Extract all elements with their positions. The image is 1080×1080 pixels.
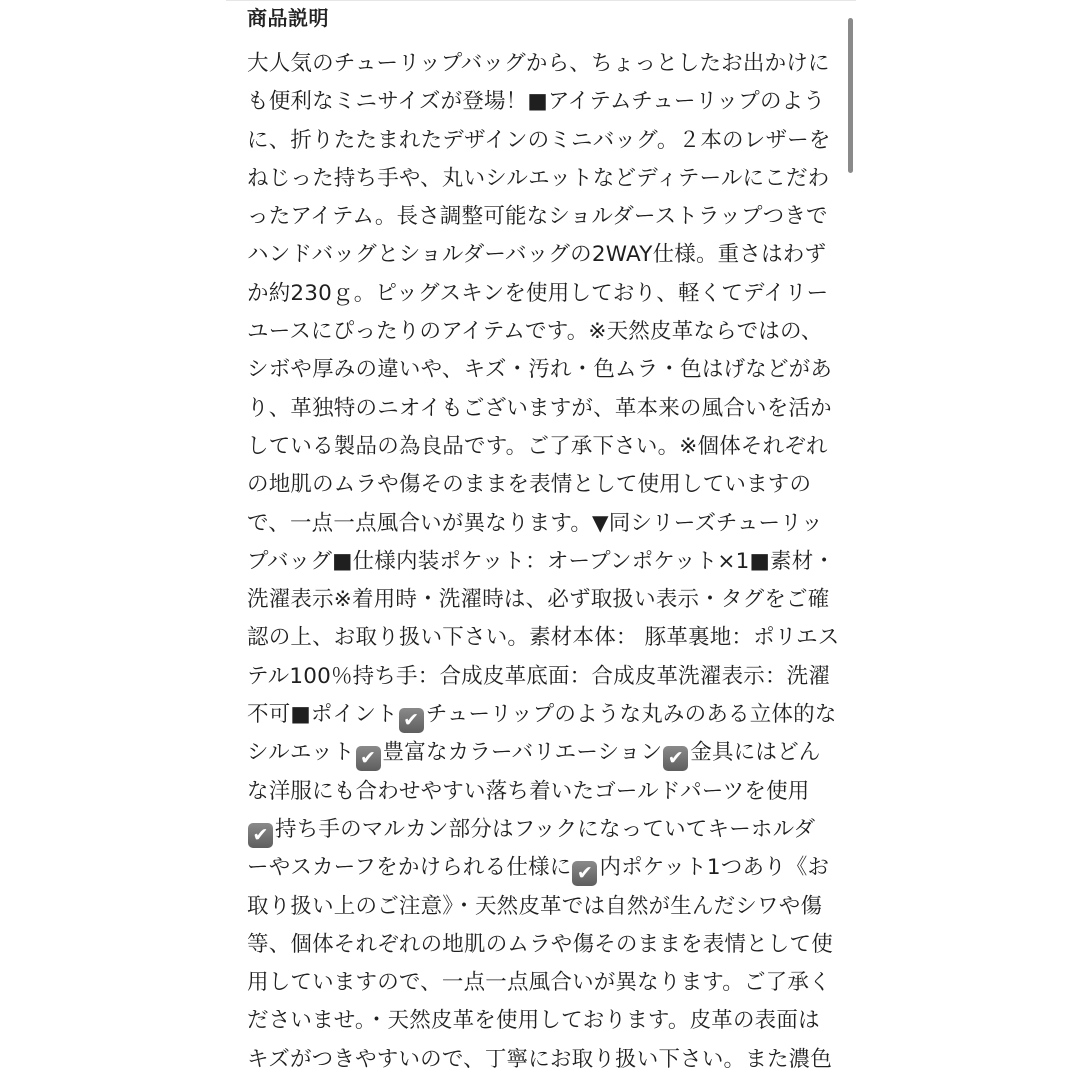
description-text: り、革独特のニオイもございますが、革本来の風合いを活か	[247, 395, 832, 421]
description-text: ーやスカーフをかけられる仕様に	[247, 855, 572, 881]
description-text: 持ち手のマルカン部分はフックになっていてキーホルダ	[275, 816, 816, 842]
description-line	[247, 543, 837, 581]
description-text: な洋服にも合わせやすい落ち着いたゴールドパーツを使用	[247, 778, 810, 804]
description-line	[247, 619, 840, 657]
description-text: ねじった持ち手や、丸いシルエットなどディテールにこだわ	[247, 165, 830, 191]
product-description-text	[247, 45, 840, 1079]
description-text: 取り扱い上のご注意》・天然皮革では自然が生んだシワや傷	[247, 893, 823, 919]
description-text: で、一点一点風合いが異なります。▼同シリーズチューリッ	[247, 510, 823, 536]
description-line	[247, 773, 837, 811]
description-line	[247, 236, 837, 274]
check-box-icon: ✔	[399, 708, 424, 733]
description-line	[247, 888, 837, 926]
description-text: 用していますので、一点一点風合いが異なります。ご了承く	[247, 970, 831, 996]
description-line	[247, 390, 837, 428]
description-text: ださいませ。・天然皮革を使用しております。皮革の表面は	[247, 1008, 820, 1034]
description-text: 金具にはどん	[690, 740, 821, 766]
check-box-icon: ✔	[356, 746, 381, 771]
description-text: している製品の為良品です。ご了承下さい。※個体それぞれ	[247, 433, 828, 459]
description-text: の地肌のムラや傷そのままを表情として使用していますの	[247, 472, 812, 498]
description-line	[247, 849, 837, 887]
description-text: に、折りたたまれたデザインのミニバッグ。２本のレザーを	[247, 127, 831, 153]
description-line	[247, 198, 837, 236]
description-text: チューリップのような丸みのある立体的な	[425, 702, 837, 728]
check-box-icon: ✔	[572, 861, 597, 886]
description-line	[247, 811, 837, 849]
description-line	[247, 83, 837, 121]
description-line	[247, 428, 837, 466]
description-line	[247, 696, 837, 734]
description-line	[247, 658, 837, 696]
description-line	[247, 734, 837, 772]
description-line	[247, 313, 837, 351]
description-line	[247, 505, 837, 543]
description-text: 内ポケット1つあり《お	[599, 855, 830, 881]
description-line	[247, 160, 837, 198]
description-line	[247, 122, 837, 160]
description-line	[247, 581, 837, 619]
description-line	[247, 926, 837, 964]
description-line	[247, 1002, 837, 1040]
description-text: シルエット	[247, 740, 355, 766]
description-text: ったアイテム。長さ調整可能なショルダーストラップつきで	[247, 204, 828, 230]
description-text: も便利なミニサイズが登場！■アイテムチューリップのよう	[247, 89, 826, 115]
description-text: 豊富なカラーバリエーション	[382, 740, 663, 766]
description-text: テル100％持ち手：合成皮革底面：合成皮革洗濯表示：洗濯	[247, 663, 831, 689]
description-text: シボや厚みの違いや、キズ・汚れ・色ムラ・色はげなどがあ	[247, 357, 833, 383]
description-text: プバッグ■仕様内装ポケット：オープンポケット×1■素材・	[247, 548, 836, 574]
description-text: 洗濯表示※着用時・洗濯時は、必ず取扱い表示・タグをご確	[247, 587, 830, 613]
panel-top-divider	[226, 0, 856, 1]
description-line	[247, 351, 837, 389]
check-box-icon: ✔	[663, 746, 688, 771]
description-text: か約230ｇ。ピッグスキンを使用しており、軽くてデイリー	[247, 280, 829, 306]
description-line	[247, 1041, 837, 1079]
description-text: ユースにぴったりのアイテムです。※天然皮革ならではの、	[247, 319, 823, 345]
description-line	[247, 275, 837, 313]
scrollbar-thumb[interactable]	[848, 18, 853, 173]
description-line	[247, 964, 837, 1002]
description-line	[247, 466, 837, 504]
description-text: キズがつきやすいので、丁寧にお取り扱い下さい。また濃色	[247, 1046, 833, 1072]
description-text: 大人気のチューリップバッグから、ちょっとしたお出かけに	[247, 51, 830, 76]
check-box-icon: ✔	[248, 823, 273, 848]
section-heading: 商品説明	[247, 6, 329, 30]
description-text: 等、個体それぞれの地肌のムラや傷そのままを表情として使	[247, 931, 833, 957]
description-text: 認の上、お取り扱い下さい。素材本体： 豚革裏地：ポリエス	[247, 625, 840, 651]
description-text: 不可■ポイント	[247, 702, 398, 728]
description-text: ハンドバッグとショルダーバッグの2WAY仕様。重さはわず	[247, 242, 827, 268]
description-line	[247, 45, 837, 83]
